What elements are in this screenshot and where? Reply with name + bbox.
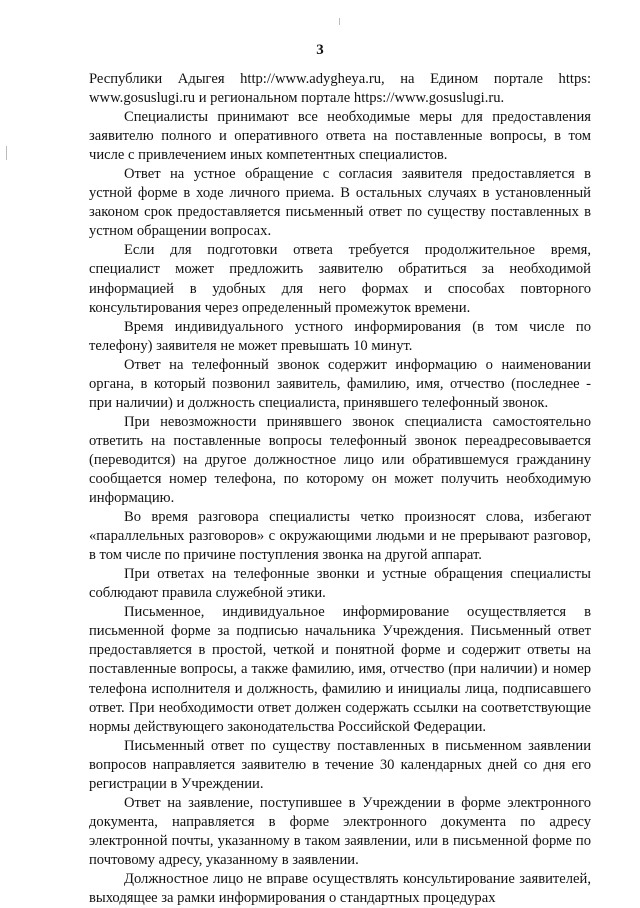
paragraph: Во время разговора специалисты четко произносят слова, избегают «параллельных разговоров» с окружающими людьми и не прерывают разговор, в том числе по причине поступления звонка на другой аппарат. [89, 509, 591, 564]
paragraph: Ответ на заявление, поступившее в Учреждении в форме электронного документа, направляется в форме электронного документа по адресу электронной почты, указанному в таком заявлении, или в письменной форме по почтовому адресу, указанному в заявлении. [89, 794, 591, 868]
paragraph: При ответах на телефонные звонки и устные обращения специалисты соблюдают правила служебной этики. [89, 566, 591, 602]
paragraph: Ответ на устное обращение с согласия заявителя предоставляется в устной форме в ходе личного приема. В остальных случаях в установленный законом срок предоставляется письменный ответ по существу поставленных в устном обращении вопросах. [89, 166, 591, 240]
scan-mark [339, 18, 340, 25]
document-body [89, 70, 591, 908]
scan-mark [6, 146, 7, 160]
paragraph: При невозможности принявшего звонок специалиста самостоятельно ответить на поставленные вопросы телефонный звонок переадресовывается (переводится) на другое должностное лицо или обратившемуся гражданину сообщается номер телефона, по которому он может получить необходимую информацию. [89, 413, 591, 507]
paragraph: Если для подготовки ответа требуется продолжительное время, специалист может предложить заявителю обратиться за необходимой информацией в удобных для него формах и способах повторного консультирования через определенный промежуток времени. [89, 242, 591, 316]
paragraph: Должностное лицо не вправе осуществлять консультирование заявителей, выходящее за рамки информирования о стандартных процедурах [89, 870, 591, 907]
paragraph: Специалисты принимают все необходимые меры для предоставления заявителю полного и оперативного ответа на поставленные вопросы, в том числе с привлечением иных компетентных специалистов. [89, 109, 591, 164]
paragraph: Республики Адыгея http://www.adygheya.ru, на Едином портале https: www.gosuslugi.ru и региональном портале https://www.gosuslugi.ru. [89, 71, 591, 107]
paragraph: Время индивидуального устного информирования (в том числе по телефону) заявителя не может превышать 10 минут. [89, 318, 591, 354]
paragraph: Письменный ответ по существу поставленных в письменном заявлении вопросов направляется заявителю в течение 30 календарных дней со дня его регистрации в Учреждении. [89, 737, 591, 792]
page-number: 3 [316, 42, 324, 58]
paragraph: Письменное, индивидуальное информирование осуществляется в письменной форме за подписью начальника Учреждения. Письменный ответ предоставляется в простой, четкой и понятной форме и содержит ответы на поставленные вопросы, а также фамилию, имя, отчество (при наличии) и номер телефона исполнителя и должность, фамилию и инициалы лица, подписавшего ответ. При необходимости ответ должен содержать ссылки на соответствующие нормы действующего законодательства Российской Федерации. [89, 604, 591, 735]
paragraph: Ответ на телефонный звонок содержит информацию о наименовании органа, в который позвонил заявитель, фамилию, имя, отчество (последнее - при наличии) и должность специалиста, принявшего телефонный звонок. [89, 356, 591, 411]
